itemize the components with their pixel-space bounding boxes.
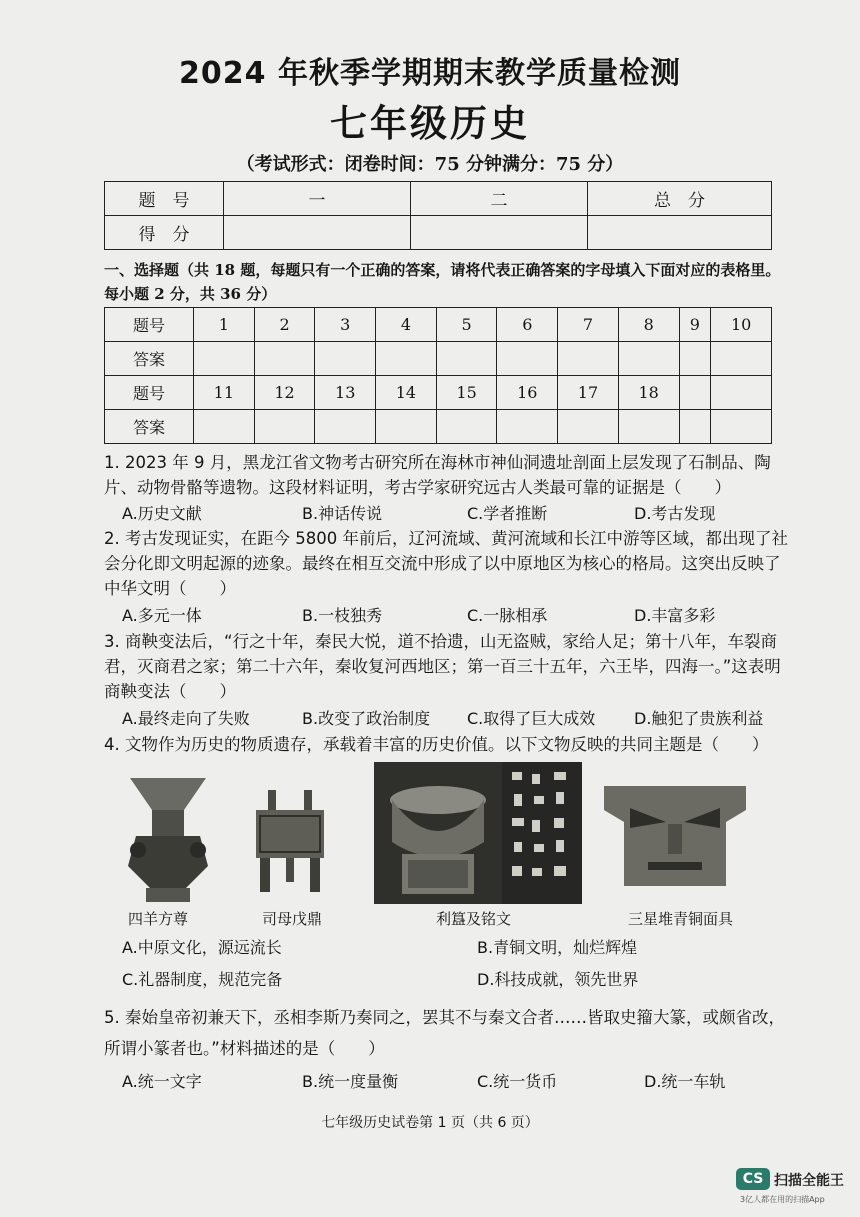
answer-cell[interactable] (436, 342, 497, 376)
option-d[interactable]: D.触犯了贵族利益 (634, 709, 764, 728)
question-1-stem: 1. 2023 年 9 月，黑龙江省文物考古研究所在海林市神仙洞遗址剖面上层发现了石制品、陶片、动物骨骼等遗物。这段材料证明，考古学家研究远古人类最可靠的证据是（ ） (104, 453, 771, 497)
li-gui-vessel-image (374, 762, 502, 904)
score-row-label: 得 分 (105, 216, 224, 250)
answer-q-number (679, 376, 711, 410)
score-cell-part2[interactable] (411, 216, 588, 250)
answer-a-label: 答案 (105, 342, 194, 376)
answer-cell[interactable] (194, 410, 255, 444)
answer-table (104, 307, 772, 444)
camscanner-logo: CS (736, 1168, 770, 1190)
four-ram-zun-image (118, 770, 218, 905)
caption-li-gui: 利簋及铭文 (436, 910, 512, 928)
option-a[interactable]: A.最终走向了失败 (122, 709, 250, 728)
answer-q-number: 17 (558, 376, 619, 410)
answer-cell[interactable] (315, 342, 376, 376)
answer-q-number: 15 (436, 376, 497, 410)
answer-q-number: 16 (497, 376, 558, 410)
option-b[interactable]: B.改变了政治制度 (302, 709, 431, 728)
answer-cell[interactable] (679, 410, 711, 444)
answer-q-number: 13 (315, 376, 376, 410)
score-header-total: 总 分 (588, 182, 772, 216)
option-d[interactable]: D.科技成就，领先世界 (477, 970, 639, 989)
answer-cell[interactable] (315, 410, 376, 444)
camscanner-tagline: 3亿人都在用的扫描App (740, 1195, 825, 1204)
score-cell-total[interactable] (588, 216, 772, 250)
page-footer: 七年级历史试卷第 1 页（共 6 页） (321, 1115, 539, 1131)
answer-cell[interactable] (376, 410, 437, 444)
score-table (104, 181, 772, 250)
answer-q-label: 题号 (105, 308, 194, 342)
option-c[interactable]: C.统一货币 (477, 1072, 558, 1091)
answer-cell[interactable] (497, 410, 558, 444)
li-gui-inscription-image (502, 762, 582, 904)
caption-four-ram-zun: 四羊方尊 (128, 910, 189, 928)
answer-cell[interactable] (679, 342, 711, 376)
option-d[interactable]: D.统一车轨 (644, 1072, 726, 1091)
answer-q-number: 7 (558, 308, 619, 342)
option-c[interactable]: C.一脉相承 (467, 606, 548, 625)
caption-sanxingdui-mask: 三星堆青铜面具 (628, 910, 734, 928)
simuwu-ding-image (250, 790, 330, 895)
option-a[interactable]: A.多元一体 (122, 606, 202, 625)
answer-cell[interactable] (436, 410, 497, 444)
answer-q-number: 1 (194, 308, 255, 342)
answer-a-label: 答案 (105, 410, 194, 444)
answer-q-number: 18 (618, 376, 679, 410)
answer-q-number: 5 (436, 308, 497, 342)
answer-cell[interactable] (618, 410, 679, 444)
answer-q-number: 2 (254, 308, 315, 342)
question-3-stem: 3. 商鞅变法后，“行之十年，秦民大悦，道不拾遗，山无盗贼，家给人足；第十八年，车裂商君，灭商君之家；第二十六年，秦收复河西地区；第一百三十五年，六王毕，四海一。”这表明商鞅变法（ ） (104, 632, 781, 701)
score-header-part1: 一 (224, 182, 411, 216)
exam-subject: 七年级历史 (330, 102, 530, 145)
answer-q-number: 14 (376, 376, 437, 410)
answer-cell[interactable] (711, 410, 772, 444)
option-b[interactable]: B.神话传说 (302, 504, 383, 523)
answer-q-number (711, 376, 772, 410)
question-4-stem: 4. 文物作为历史的物质遗存，承载着丰富的历史价值。以下文物反映的共同主题是（ ） (104, 735, 769, 754)
answer-cell[interactable] (558, 410, 619, 444)
answer-q-number: 9 (679, 308, 711, 342)
option-c[interactable]: C.礼器制度，规范完备 (122, 970, 283, 989)
answer-cell[interactable] (497, 342, 558, 376)
option-a[interactable]: A.历史文献 (122, 504, 202, 523)
answer-cell[interactable] (711, 342, 772, 376)
question-2-stem: 2. 考古发现证实，在距今 5800 年前后，辽河流域、黄河流域和长江中游等区域，都出现了社会分化即文明起源的迹象。最终在相互交流中形成了以中原地区为核心的格局。这突出反映了中华文明（ ） (104, 529, 788, 598)
section-instructions: 一、选择题（共 18 题，每题只有一个正确的答案，请将代表正确答案的字母填入下面对应的表格里。每小题 2 分，共 36 分） (104, 261, 781, 303)
option-a[interactable]: A.中原文化，源远流长 (122, 938, 282, 957)
answer-cell[interactable] (376, 342, 437, 376)
question-1-options (122, 501, 802, 527)
score-header-part2: 二 (411, 182, 588, 216)
answer-q-number: 10 (711, 308, 772, 342)
option-c[interactable]: C.学者推断 (467, 504, 548, 523)
answer-q-number: 8 (618, 308, 679, 342)
option-b[interactable]: B.一枝独秀 (302, 606, 383, 625)
question-2-options (122, 603, 802, 629)
answer-cell[interactable] (558, 342, 619, 376)
answer-q-label: 题号 (105, 376, 194, 410)
answer-q-number: 6 (497, 308, 558, 342)
answer-cell[interactable] (254, 410, 315, 444)
question-3-options (122, 706, 802, 732)
exam-title: 2024 年秋季学期期末教学质量检测 (179, 56, 681, 91)
answer-cell[interactable] (254, 342, 315, 376)
question-4-options-row2 (122, 967, 802, 993)
question-5-stem: 5. 秦始皇帝初兼天下，丞相李斯乃奏同之，罢其不与秦文合者……皆取史籀大篆，或颇省改，所谓小篆者也。”材料描述的是（ ） (104, 1008, 785, 1058)
answer-q-number: 12 (254, 376, 315, 410)
question-4-options-row1 (122, 935, 802, 961)
caption-simuwu-ding: 司母戊鼎 (262, 910, 323, 928)
camscanner-name: 扫描全能王 (774, 1173, 844, 1189)
exam-info: （考试形式：闭卷时间：75 分钟满分：75 分） (236, 154, 624, 175)
option-a[interactable]: A.统一文字 (122, 1072, 202, 1091)
score-header-label: 题 号 (105, 182, 224, 216)
option-d[interactable]: D.考古发现 (634, 504, 716, 523)
option-b[interactable]: B.青铜文明，灿烂辉煌 (477, 938, 638, 957)
answer-cell[interactable] (194, 342, 255, 376)
option-c[interactable]: C.取得了巨大成效 (467, 709, 596, 728)
answer-cell[interactable] (618, 342, 679, 376)
answer-q-number: 4 (376, 308, 437, 342)
answer-q-number: 3 (315, 308, 376, 342)
answer-q-number: 11 (194, 376, 255, 410)
option-d[interactable]: D.丰富多彩 (634, 606, 716, 625)
sanxingdui-mask-image (600, 766, 750, 898)
score-cell-part1[interactable] (224, 216, 411, 250)
option-b[interactable]: B.统一度量衡 (302, 1072, 399, 1091)
question-5-options (122, 1069, 802, 1095)
